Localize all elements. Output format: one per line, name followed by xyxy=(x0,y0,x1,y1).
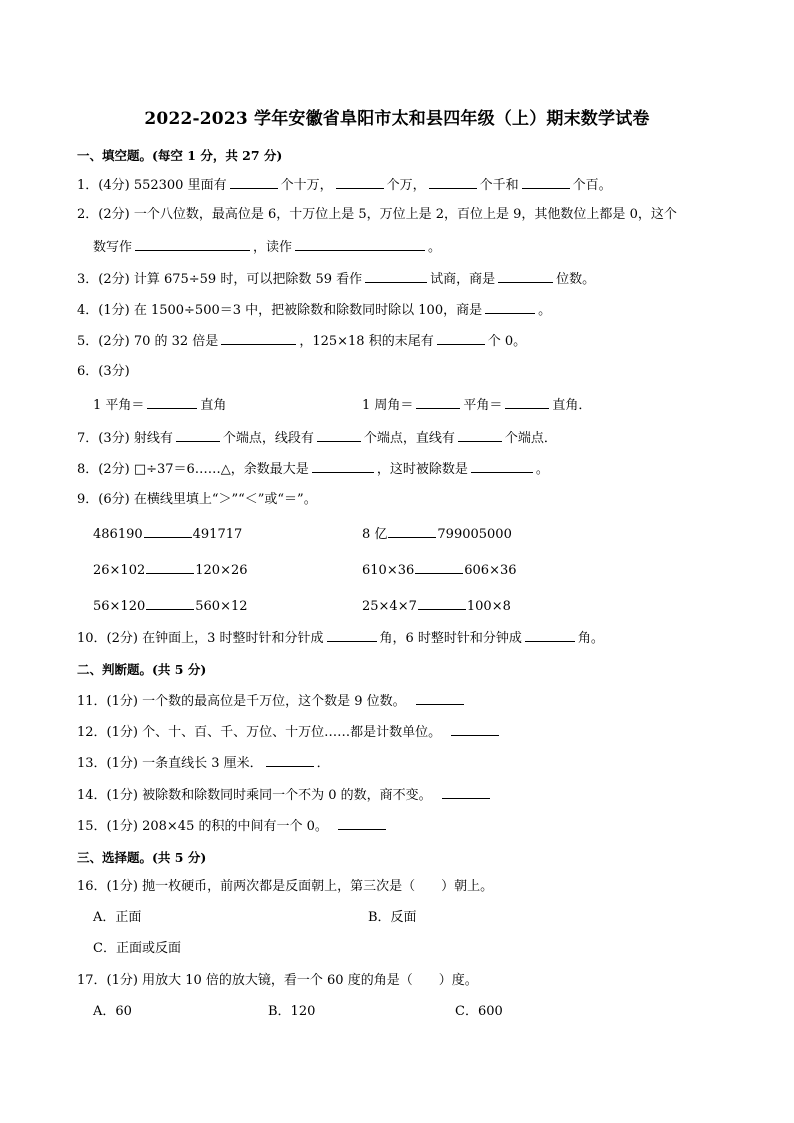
question-16: 16．(1分) 抛一枚硬币，前两次都是反面朝上，第三次是（ ）朝上。 xyxy=(77,879,494,894)
compare-row-1-left: 486190 491717 xyxy=(93,527,243,542)
question-17: 17．(1分) 用放大 10 倍的放大镜，看一个 60 度的角是（ ）度。 xyxy=(77,973,478,988)
question-6-left: 1 平角＝ 直角 xyxy=(93,398,227,413)
question-11: 11．(1分) 一个数的最高位是千万位，这个数是 9 位数。 xyxy=(77,692,467,710)
option-a[interactable]: A．正面 xyxy=(93,910,142,925)
answer-blank[interactable] xyxy=(415,561,463,574)
option-b[interactable]: B．120 xyxy=(268,1004,316,1019)
answer-blank[interactable] xyxy=(230,176,278,189)
question-6: 6．(3分) xyxy=(77,364,130,379)
answer-blank[interactable] xyxy=(451,723,499,736)
question-7: 7．(3分) 射线有 个端点，线段有 个端点，直线有 个端点． xyxy=(77,431,557,446)
question-9: 9．(6分) 在横线里填上“＞”“＜”或“＝”。 xyxy=(77,492,317,507)
answer-blank[interactable] xyxy=(144,525,192,538)
answer-blank[interactable] xyxy=(505,396,549,409)
answer-blank[interactable] xyxy=(498,270,553,283)
answer-blank[interactable] xyxy=(336,176,384,189)
answer-blank[interactable] xyxy=(176,429,220,442)
option-c[interactable]: C．600 xyxy=(455,1004,503,1019)
answer-blank[interactable] xyxy=(442,786,490,799)
compare-row-2-left: 26×102 120×26 xyxy=(93,563,248,578)
question-6-right: 1 周角＝ 平角＝ 直角． xyxy=(362,398,592,413)
answer-blank[interactable] xyxy=(485,301,535,314)
question-2-cont: 数写作 ，读作 。 xyxy=(93,240,442,255)
answer-blank[interactable] xyxy=(135,238,250,251)
answer-blank[interactable] xyxy=(317,429,361,442)
option-b[interactable]: B．反面 xyxy=(368,910,417,925)
answer-blank[interactable] xyxy=(295,238,425,251)
answer-blank[interactable] xyxy=(429,176,477,189)
option-a[interactable]: A．60 xyxy=(93,1004,132,1019)
answer-blank[interactable] xyxy=(418,597,466,610)
answer-blank[interactable] xyxy=(471,460,533,473)
answer-blank[interactable] xyxy=(416,396,460,409)
answer-blank[interactable] xyxy=(266,754,314,767)
section-true-false: 二、判断题。(共 5 分) xyxy=(77,662,207,677)
question-14: 14．(1分) 被除数和除数同时乘同一个不为 0 的数，商不变。 xyxy=(77,786,493,804)
answer-blank[interactable] xyxy=(146,597,194,610)
compare-row-3-left: 56×120 560×12 xyxy=(93,599,248,614)
question-8: 8．(2分) □÷37＝6……△，余数最大是 ，这时被除数是 。 xyxy=(77,462,549,477)
answer-blank[interactable] xyxy=(388,525,436,538)
answer-blank[interactable] xyxy=(146,561,194,574)
answer-blank[interactable] xyxy=(522,176,570,189)
answer-blank[interactable] xyxy=(525,629,575,642)
page-title: 2022-2023 学年安徽省阜阳市太和县四年级（上）期末数学试卷 xyxy=(144,109,650,129)
question-10: 10．(2分) 在钟面上，3 时整时针和分针成 角，6 时整时针和分钟成 角。 xyxy=(77,631,604,646)
compare-row-2-right: 610×36 606×36 xyxy=(362,563,517,578)
question-12: 12．(1分) 个、十、百、千、万位、十万位……都是计数单位。 xyxy=(77,723,502,741)
question-5: 5．(2分) 70 的 32 倍是 ，125×18 积的末尾有 个 0。 xyxy=(77,334,527,349)
answer-blank[interactable] xyxy=(458,429,502,442)
question-2: 2．(2分) 一个八位数，最高位是 6，十万位上是 5，万位上是 2，百位上是 9，其他数位上都是 0，这个 xyxy=(77,207,677,222)
answer-blank[interactable] xyxy=(221,332,296,345)
section-fill-blank: 一、填空题。(每空 1 分，共 27 分) xyxy=(77,148,283,163)
compare-row-3-right: 25×4×7 100×8 xyxy=(362,599,511,614)
question-1: 1．(4分) 552300 里面有 个十万， 个万， 个千和 个百。 xyxy=(77,178,612,193)
section-choice: 三、选择题。(共 5 分) xyxy=(77,850,207,865)
question-15: 15．(1分) 208×45 的积的中间有一个 0。 xyxy=(77,817,389,835)
answer-blank[interactable] xyxy=(338,817,386,830)
answer-blank[interactable] xyxy=(147,396,197,409)
question-4: 4．(1分) 在 1500÷500＝3 中，把被除数和除数同时除以 100，商是 。 xyxy=(77,303,552,318)
compare-row-1-right: 8 亿 799005000 xyxy=(362,527,512,542)
answer-blank[interactable] xyxy=(365,270,427,283)
answer-blank[interactable] xyxy=(327,629,377,642)
question-13: 13．(1分) 一条直线长 3 厘米． ． xyxy=(77,756,330,771)
answer-blank[interactable] xyxy=(312,460,374,473)
option-c[interactable]: C．正面或反面 xyxy=(93,941,181,956)
answer-blank[interactable] xyxy=(416,692,464,705)
answer-blank[interactable] xyxy=(437,332,485,345)
question-3: 3．(2分) 计算 675÷59 时，可以把除数 59 看作 试商，商是 位数。 xyxy=(77,272,596,287)
